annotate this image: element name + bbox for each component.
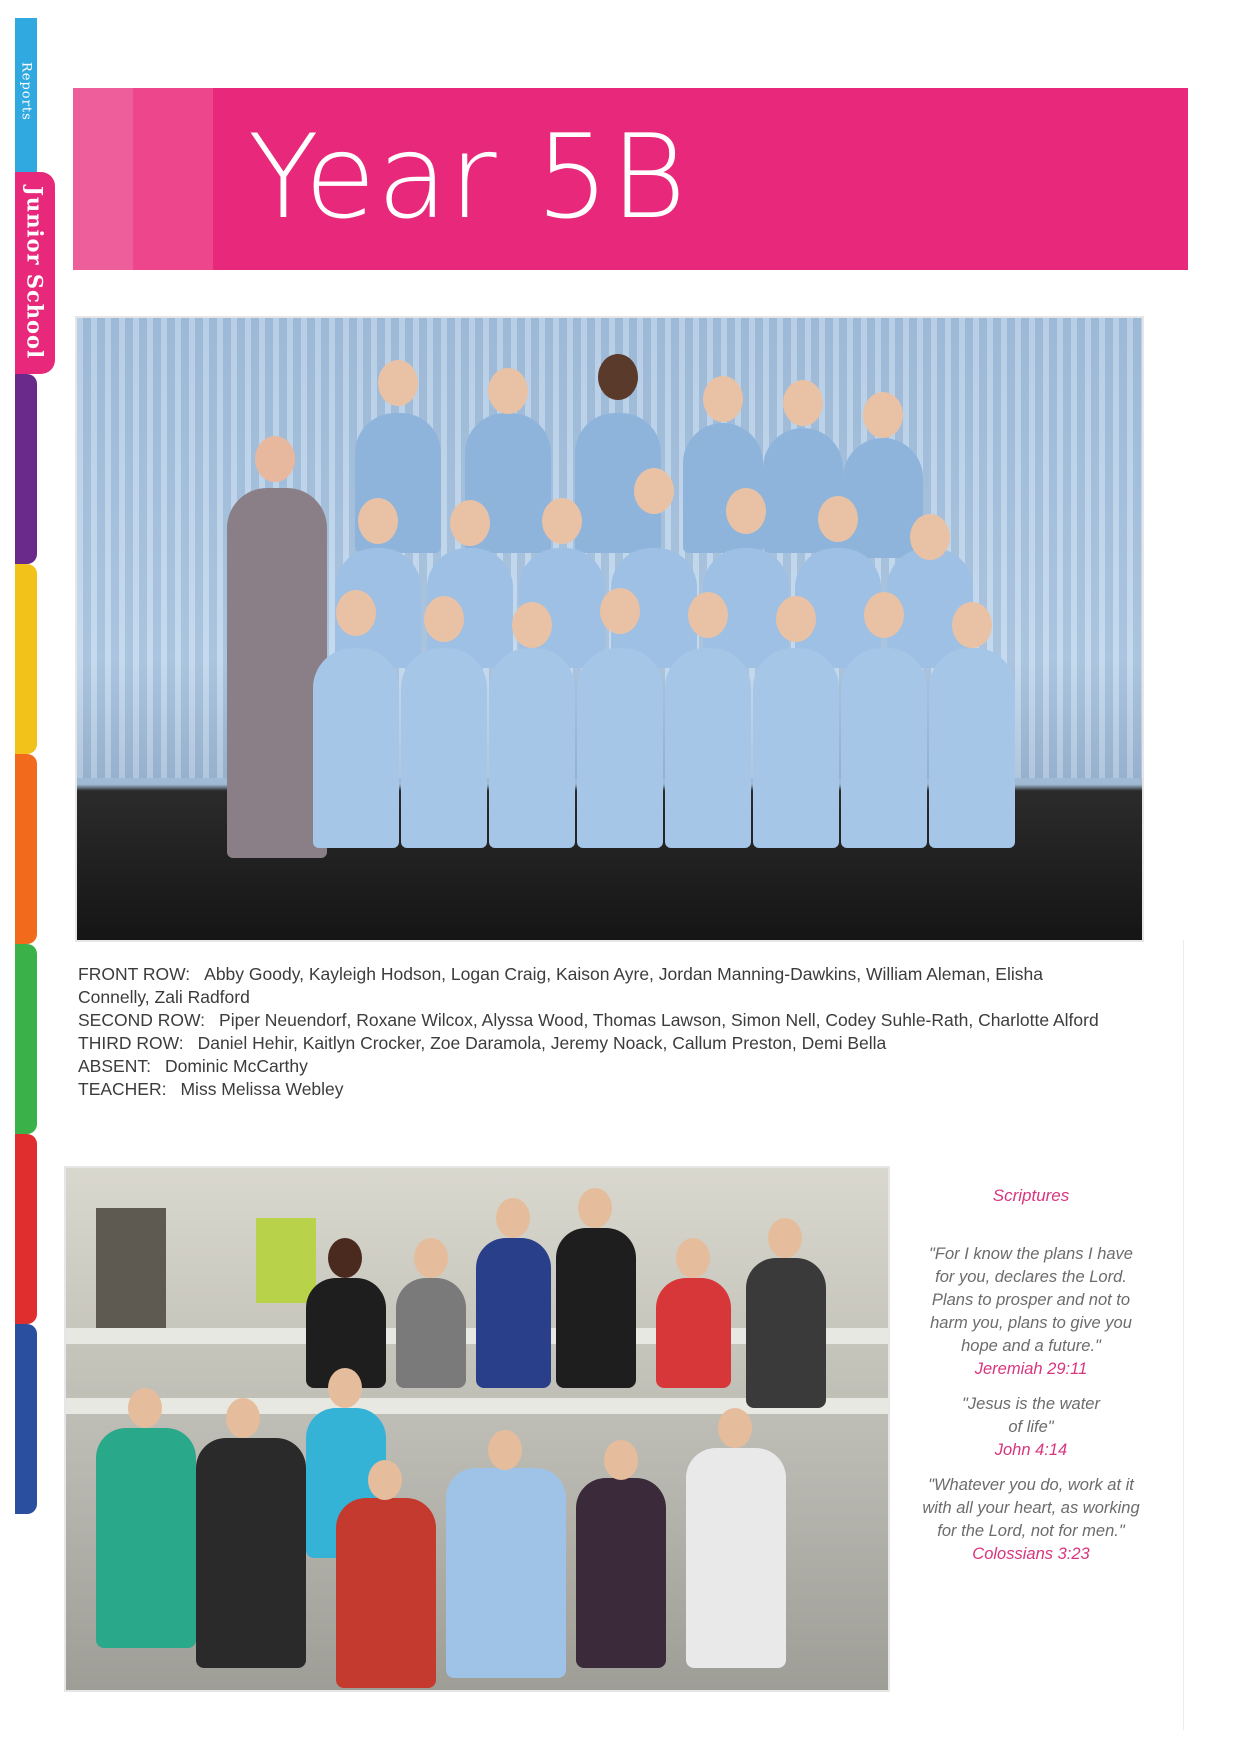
banner-stripe — [73, 88, 133, 270]
student-figure — [577, 648, 663, 848]
header-banner — [73, 88, 1188, 270]
tab-blue[interactable] — [15, 1324, 37, 1514]
kid-head — [128, 1388, 162, 1428]
student-head — [703, 376, 743, 422]
side-tabs — [0, 0, 60, 1754]
kid-head — [718, 1408, 752, 1448]
student-figure — [929, 648, 1015, 848]
kid-figure — [656, 1278, 731, 1388]
student-head — [864, 592, 904, 638]
kid-head — [496, 1198, 530, 1238]
kid-figure — [746, 1258, 826, 1408]
kid-head — [328, 1238, 362, 1278]
scripture-reference: Jeremiah 29:11 — [974, 1360, 1088, 1378]
scriptures-heading: Scriptures — [992, 1186, 1070, 1205]
caption-row-third — [78, 1032, 1108, 1055]
student-figure — [665, 648, 751, 848]
student-head — [726, 488, 766, 534]
tab-green[interactable] — [15, 944, 37, 1134]
scripture-quote — [918, 1393, 1144, 1462]
caption-names: Daniel Hehir, Kaitlyn Crocker, Zoe Daramola, Jeremy Noack, Callum Preston, Demi Bella — [197, 1033, 887, 1053]
page-title: Year 5B — [248, 110, 688, 245]
photo-caption — [78, 963, 1108, 1101]
caption-names: Miss Melissa Webley — [180, 1079, 344, 1099]
teacher-figure — [227, 488, 327, 858]
wall-window — [256, 1218, 316, 1303]
tab-reports[interactable] — [15, 18, 37, 178]
student-head — [863, 392, 903, 438]
tab-purple[interactable] — [15, 374, 37, 564]
student-figure — [753, 648, 839, 848]
caption-row-absent — [78, 1055, 1108, 1078]
teacher-head — [255, 436, 295, 482]
student-head — [776, 596, 816, 642]
caption-row-second — [78, 1009, 1108, 1032]
scripture-text: "Jesus is the water of life" — [962, 1395, 1100, 1436]
student-figure — [841, 648, 927, 848]
student-head — [952, 602, 992, 648]
tab-junior-school-label: Junior School — [22, 186, 48, 360]
student-head — [488, 368, 528, 414]
kid-figure — [336, 1498, 436, 1688]
scriptures-panel — [918, 1184, 1144, 1566]
tab-reports-label: Reports — [18, 62, 34, 121]
banner-stripe — [133, 88, 213, 270]
scripture-text: "For I know the plans I have for you, declares the Lord. Plans to prosper and not to harm you, plans to give you hope and a future." — [929, 1245, 1133, 1355]
caption-label: FRONT ROW: — [78, 964, 191, 984]
caption-label: THIRD ROW: — [78, 1033, 184, 1053]
scripture-reference: Colossians 3:23 — [972, 1545, 1090, 1563]
scripture-reference: John 4:14 — [994, 1441, 1068, 1459]
kid-head — [368, 1460, 402, 1500]
kid-head — [488, 1430, 522, 1470]
kid-figure — [556, 1228, 636, 1388]
student-head — [600, 588, 640, 634]
caption-label: TEACHER: — [78, 1079, 167, 1099]
student-head — [424, 596, 464, 642]
wall-window — [96, 1208, 166, 1328]
caption-label: ABSENT: — [78, 1056, 151, 1076]
kid-figure — [396, 1278, 466, 1388]
scripture-quote — [918, 1243, 1144, 1381]
kid-head — [328, 1368, 362, 1408]
kid-figure — [96, 1428, 196, 1648]
student-head — [336, 590, 376, 636]
student-head — [378, 360, 418, 406]
scripture-text: "Whatever you do, work at it with all your heart, as working for the Lord, not for men." — [922, 1476, 1140, 1540]
kid-figure — [686, 1448, 786, 1668]
student-head — [450, 500, 490, 546]
caption-names: Dominic McCarthy — [164, 1056, 308, 1076]
kid-head — [676, 1238, 710, 1278]
student-figure — [489, 648, 575, 848]
kid-head — [414, 1238, 448, 1278]
student-head — [783, 380, 823, 426]
kid-head — [578, 1188, 612, 1228]
tab-orange[interactable] — [15, 754, 37, 944]
kid-head — [226, 1398, 260, 1438]
kid-head — [604, 1440, 638, 1480]
tab-yellow[interactable] — [15, 564, 37, 754]
caption-row-front — [78, 963, 1108, 1009]
student-head — [512, 602, 552, 648]
student-head — [598, 354, 638, 400]
student-head — [542, 498, 582, 544]
caption-row-teacher — [78, 1078, 1108, 1101]
tab-junior-school[interactable] — [15, 172, 55, 374]
caption-names: Abby Goody, Kayleigh Hodson, Logan Craig, Kaison Ayre, Jordan Manning-Dawkins, William Aleman, Elisha Connelly, Zali Radford — [78, 964, 1043, 1007]
kid-figure — [576, 1478, 666, 1668]
class-photo — [77, 318, 1142, 940]
kid-figure — [446, 1468, 566, 1678]
tab-red[interactable] — [15, 1134, 37, 1324]
student-head — [910, 514, 950, 560]
student-head — [358, 498, 398, 544]
student-head — [818, 496, 858, 542]
kid-figure — [476, 1238, 551, 1388]
kid-head — [768, 1218, 802, 1258]
student-figure — [401, 648, 487, 848]
scripture-quote — [918, 1474, 1144, 1566]
caption-label: SECOND ROW: — [78, 1010, 206, 1030]
page-divider — [1183, 940, 1184, 1730]
student-head — [634, 468, 674, 514]
student-figure — [313, 648, 399, 848]
dress-up-photo — [66, 1168, 888, 1690]
caption-names: Piper Neuendorf, Roxane Wilcox, Alyssa Wood, Thomas Lawson, Simon Nell, Codey Suhle-Rath, Charlotte Alford — [219, 1010, 1099, 1030]
kid-figure — [196, 1438, 306, 1668]
student-head — [688, 592, 728, 638]
